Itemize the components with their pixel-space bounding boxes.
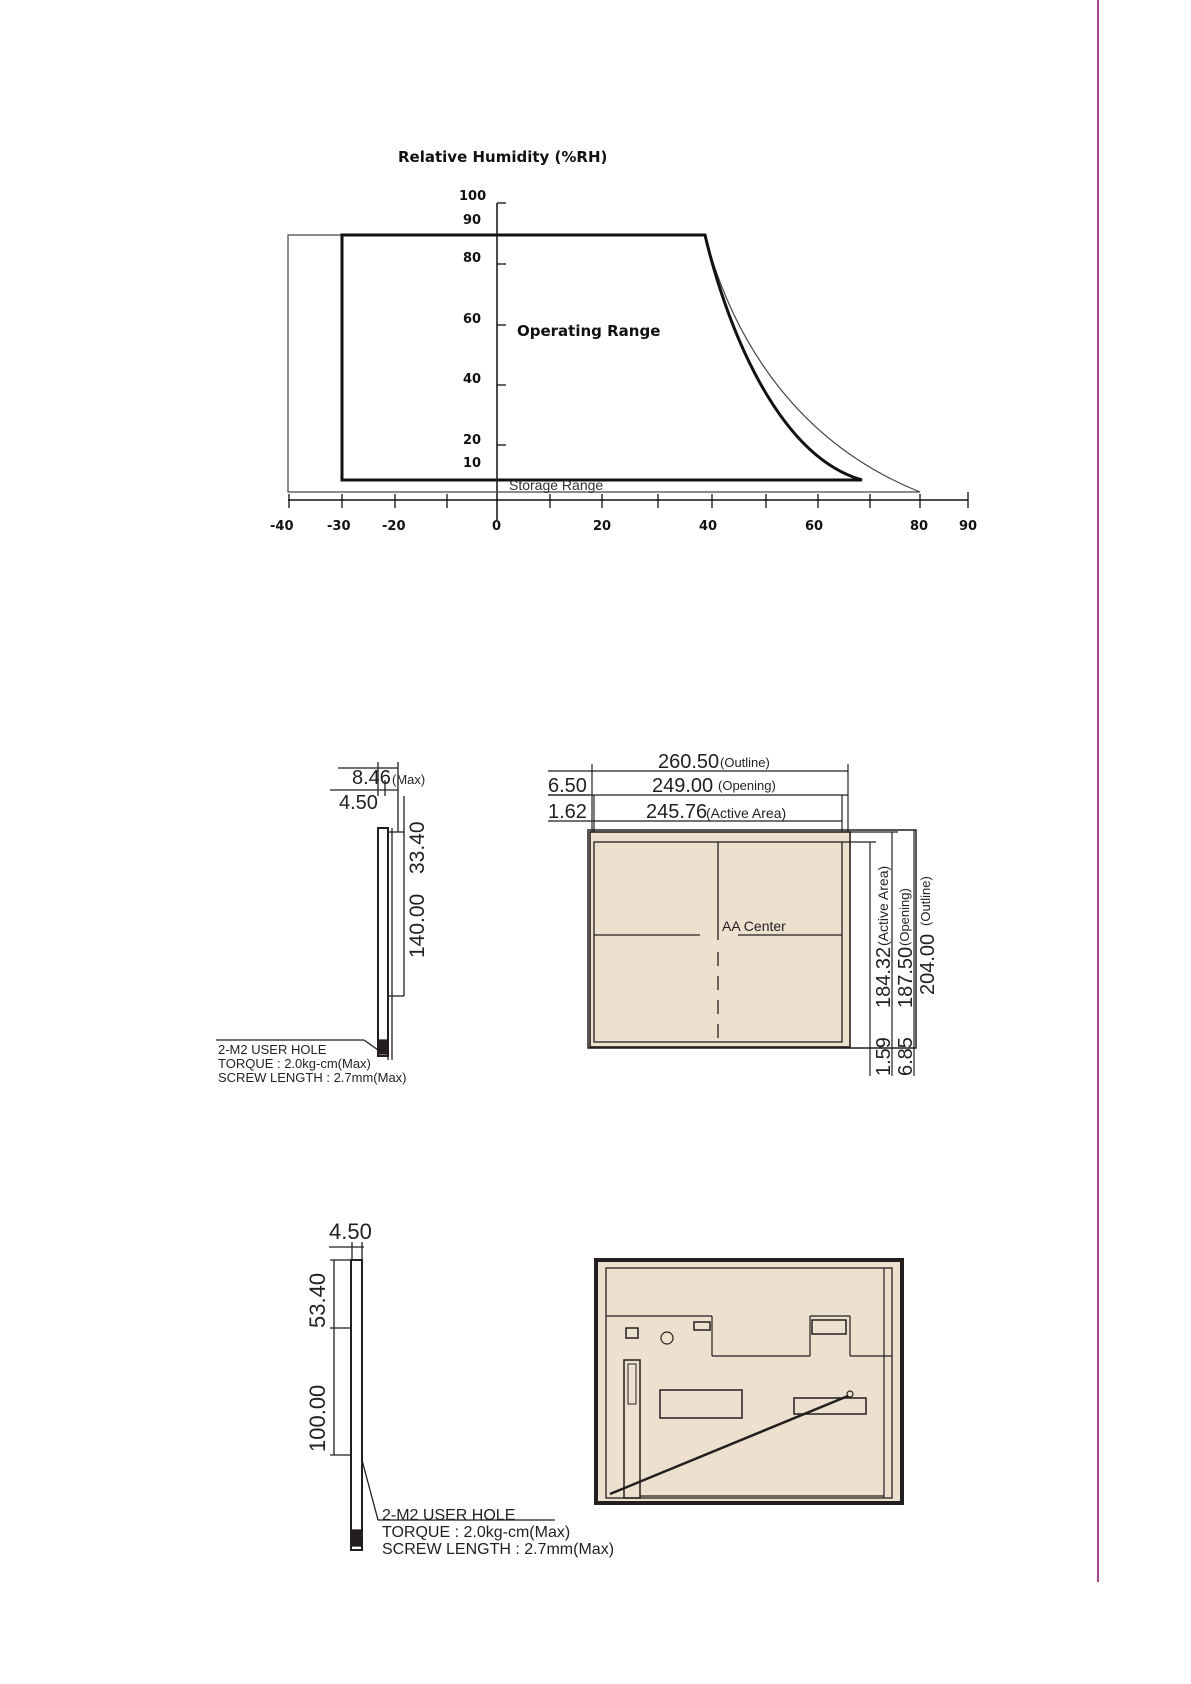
x-tick-label: 20 bbox=[593, 519, 612, 534]
y-tick-label: 20 bbox=[463, 433, 482, 448]
y-tick-label: 10 bbox=[463, 456, 482, 471]
dim-active-width: 245.76 bbox=[646, 801, 708, 823]
dim-thickness: 4.50 bbox=[339, 792, 378, 814]
dim-active-height: 184.32 bbox=[873, 946, 895, 1008]
note-line: SCREW LENGTH : 2.7mm(Max) bbox=[382, 1541, 615, 1558]
x-tick-label: 90 bbox=[959, 519, 978, 534]
dim-outline-height-label: (Outline) bbox=[918, 876, 933, 926]
dim-span: 140.00 bbox=[406, 893, 429, 958]
chart-title: Relative Humidity (%RH) bbox=[398, 148, 608, 166]
rear-panel bbox=[596, 1260, 902, 1503]
rear-dim-top: 53.40 bbox=[305, 1272, 330, 1328]
rear-side-view bbox=[329, 1242, 555, 1550]
storage-range-label: Storage Range bbox=[509, 477, 604, 493]
dim-left-active: 1.62 bbox=[548, 801, 587, 823]
operating-range-label: Operating Range bbox=[517, 322, 661, 340]
x-tick-label: 0 bbox=[492, 519, 502, 534]
y-tick-label: 80 bbox=[463, 251, 482, 266]
aa-center-label: AA Center bbox=[722, 918, 786, 934]
x-tick-label: 60 bbox=[805, 519, 824, 534]
rear-dim-span: 100.00 bbox=[305, 1384, 330, 1452]
note-line: 2-M2 USER HOLE bbox=[382, 1507, 516, 1524]
dim-active-label: (Active Area) bbox=[706, 805, 787, 821]
dim-active-height-label: (Active Area) bbox=[875, 865, 891, 946]
note-line: 2-M2 USER HOLE bbox=[218, 1042, 327, 1057]
rear-side-note bbox=[382, 1507, 614, 1558]
front-panel bbox=[588, 830, 916, 1048]
dim-opening-height-label: (Opening) bbox=[897, 888, 912, 946]
operating-range-outline bbox=[342, 235, 862, 480]
x-tick-label: -20 bbox=[382, 519, 406, 534]
y-tick-label: 60 bbox=[463, 312, 482, 327]
x-tick-label: -40 bbox=[270, 519, 294, 534]
rear-dim-thickness: 4.50 bbox=[329, 1219, 372, 1244]
dim-bottom-outline: 6.85 bbox=[895, 1037, 917, 1076]
y-tick-marks bbox=[497, 264, 506, 445]
x-tick-label: 80 bbox=[910, 519, 929, 534]
dim-max-thickness: 8.46 bbox=[352, 767, 391, 789]
note-line: TORQUE : 2.0kg-cm(Max) bbox=[218, 1056, 371, 1071]
y-tick-label: 40 bbox=[463, 372, 482, 387]
dim-outline-label: (Outline) bbox=[720, 755, 770, 770]
dim-opening-height: 187.50 bbox=[895, 946, 917, 1008]
rear-drawing bbox=[0, 1220, 1191, 1580]
dim-max-label: (Max) bbox=[392, 772, 426, 787]
humidity-chart bbox=[0, 0, 1191, 560]
storage-range-outline bbox=[288, 235, 920, 492]
dim-opening-label: (Opening) bbox=[718, 778, 776, 793]
dim-outline-height: 204.00 bbox=[917, 933, 939, 995]
dim-left-opening: 6.50 bbox=[548, 775, 587, 797]
dim-outline-width: 260.50 bbox=[658, 751, 720, 773]
x-tick-label: -30 bbox=[327, 519, 351, 534]
dim-top: 33.40 bbox=[406, 821, 429, 874]
dim-opening-width: 249.00 bbox=[652, 775, 714, 797]
note-line: SCREW LENGTH : 2.7mm(Max) bbox=[218, 1070, 407, 1085]
y-tick-label: 100 bbox=[459, 189, 487, 204]
y-tick-label: 90 bbox=[463, 213, 482, 228]
y-tick-labels bbox=[459, 189, 486, 471]
front-drawing bbox=[0, 740, 1191, 1100]
dim-bottom-active: 1.59 bbox=[873, 1037, 895, 1076]
x-tick-label: 40 bbox=[699, 519, 718, 534]
note-line: TORQUE : 2.0kg-cm(Max) bbox=[382, 1524, 571, 1541]
x-tick-labels bbox=[270, 519, 977, 534]
